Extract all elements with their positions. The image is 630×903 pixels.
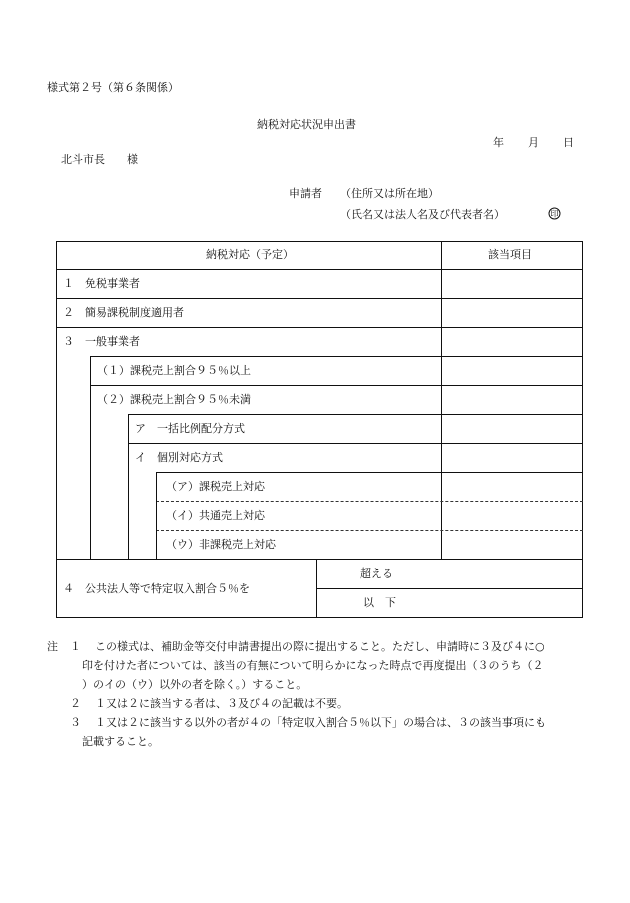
- tax-status-table: [56, 241, 583, 618]
- seal-text: 印: [550, 209, 559, 219]
- row-line: [90, 356, 583, 357]
- nest-line: [128, 414, 129, 559]
- column-header-tax-response: 納税対応（予定）: [206, 248, 294, 261]
- row-line: [128, 443, 583, 444]
- row-lump-sum-method: ア 一括比例配分方式: [135, 422, 245, 435]
- row-line: [56, 327, 583, 328]
- column-header-applicable: 該当項目: [488, 248, 532, 261]
- seal-mark: [548, 207, 561, 220]
- row-line: [56, 269, 583, 270]
- table-border-top: [56, 241, 583, 242]
- row-general-business: ３ 一般事業者: [63, 335, 140, 348]
- date-year-label: 年: [493, 136, 504, 149]
- row-line: [90, 385, 583, 386]
- row-individual-method: イ 個別対応方式: [135, 451, 223, 464]
- note-3-line-1: １又は２に該当する以外の者が４の「特定収入割合５％以下」の場合は、３の該当事項にも: [95, 716, 546, 729]
- table-border-bottom: [56, 617, 583, 618]
- column-divider: [441, 241, 442, 559]
- row-nontaxable-sales: （ウ）非課税売上対応: [166, 538, 276, 551]
- row-exceeds: 超える: [360, 567, 393, 580]
- address-label: （住所又は所在地）: [340, 187, 439, 200]
- row-taxable-sales: （ア）課税売上対応: [166, 480, 265, 493]
- date-day-label: 日: [563, 136, 574, 149]
- row-line: [56, 298, 583, 299]
- note-3-line-2: 記載すること。: [82, 735, 159, 748]
- applicant-label: 申請者: [289, 187, 322, 200]
- row-line: [156, 472, 583, 473]
- note-2-number: ２: [70, 697, 81, 710]
- date-month-label: 月: [528, 136, 539, 149]
- row-line: [56, 559, 583, 560]
- note-1-line-3: ）のイの（ウ）以外の者を除く。）すること。: [82, 678, 308, 691]
- row-line: [128, 414, 583, 415]
- row-below: 以 下: [363, 596, 396, 609]
- row-dashed-line: [156, 501, 583, 502]
- row-dashed-line: [156, 530, 583, 531]
- row-common-sales: （イ）共通売上対応: [166, 509, 265, 522]
- note-1-line-2: 印を付けた者については、該当の有無について明らかになった時点で再度提出（３のうち（２: [82, 659, 544, 672]
- notes-label: 注: [47, 640, 58, 653]
- row-line: [316, 588, 583, 589]
- addressee: 北斗市長 様: [61, 153, 138, 166]
- row-ratio-95-over: （１）課税売上割合９５％以上: [97, 364, 251, 377]
- name-label: （氏名又は法人名及び代表者名）: [340, 208, 505, 221]
- seal-icon: [548, 207, 561, 224]
- note-2-line-1: １又は２に該当する者は、３及び４の記載は不要。: [95, 697, 348, 710]
- note-1-line-1: この様式は、補助金等交付申請書提出の際に提出すること。ただし、申請時に３及び４に○: [95, 640, 545, 653]
- row-ratio-95-under: （２）課税売上割合９５％未満: [97, 393, 251, 406]
- row-simplified-tax: ２ 簡易課税制度適用者: [63, 306, 184, 319]
- note-1-number: １: [70, 640, 81, 653]
- nest-line: [90, 356, 91, 559]
- note-3-number: ３: [70, 716, 81, 729]
- row-tax-exempt: １ 免税事業者: [63, 277, 140, 290]
- form-number: 様式第２号（第６条関係）: [47, 81, 179, 94]
- page-title: 納税対応状況申出書: [257, 118, 356, 131]
- nest-line: [156, 472, 157, 559]
- row-public-corporation: ４ 公共法人等で特定収入割合５％を: [63, 582, 250, 595]
